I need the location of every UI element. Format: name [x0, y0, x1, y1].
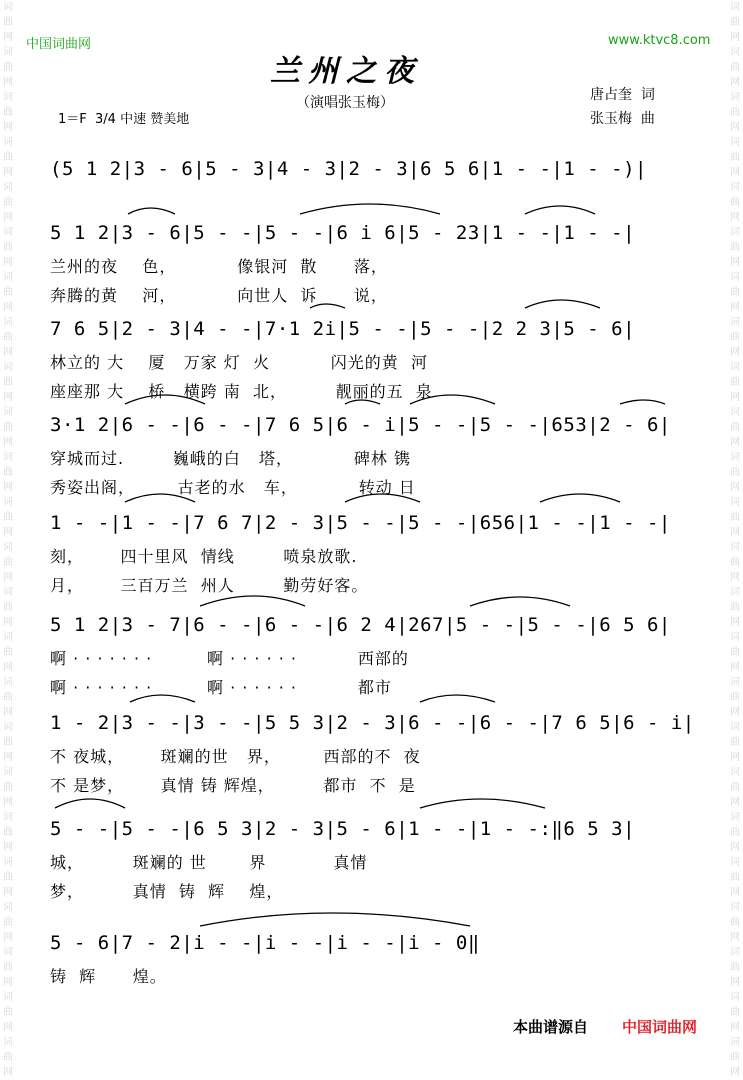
lyric-line-verse-1: 刻， 四十里风 情线 喷泉放歌.	[50, 547, 358, 566]
notation-line: 5 - -|5 - -|6 5 3|2 - 3|5 - 6|1 - -|1 - -:‖6 5 3|	[50, 818, 636, 840]
lyric-line-verse-1: 铸 辉 煌。	[50, 967, 167, 986]
composer-credit: 张玉梅 曲	[590, 111, 655, 127]
lyric-line-verse-1: 兰州的夜 色， 像银河 散 落，	[50, 257, 388, 276]
notation-line: 3·1 2|6 - -|6 - -|7 6 5|6 - i|5 - -|5 - -|653|2 - 6|	[50, 414, 671, 436]
notation-line: (5 1 2|3 - 6|5 - 3|4 - 3|2 - 3|6 5 6|1 - -|1 - -)|	[50, 158, 647, 180]
lyric-line-verse-1: 林立的 大 厦 万家 灯 火 闪光的黄 河	[50, 353, 428, 372]
lyric-line-verse-2: 奔腾的黄 河， 向世人 诉 说，	[50, 286, 388, 305]
lyric-line-verse-2: 月， 三百万兰 州人 勤劳好客。	[50, 576, 369, 595]
site-name-left: 中国词曲网	[26, 37, 92, 52]
notation-line: 5 1 2|3 - 6|5 - -|5 - -|6 i 6|5 - 23|1 - -|1 - -|	[50, 222, 636, 244]
lyric-line-verse-2: 秀姿出阁， 古老的水 车， 转动 日	[50, 478, 416, 497]
side-watermark-left: 词 曲 网 词 曲 网 词 曲 网 词 曲 网 词 曲 网 词 曲 网 词 曲 网 词 曲 网 词 曲 网 词 曲 网 词 曲 网 词 曲 网 词 曲 网 词 曲 网 词 曲 网 词 曲 网 词 曲 网 词 曲 网 词 曲 网 词 曲 网 词 曲 网 词 曲 网 词 曲 网 词 曲 网	[3, 2, 13, 1078]
song-title: 兰州之夜	[270, 54, 422, 89]
lyric-line-verse-1: 啊 · · · · · · · 啊 · · · · · · 西部的	[50, 649, 409, 668]
notation-line: 7 6 5|2 - 3|4 - -|7·1 2i|5 - -|5 - -|2 2 3|5 - 6|	[50, 318, 636, 340]
side-watermark-right: 词 曲 网 词 曲 网 词 曲 网 词 曲 网 词 曲 网 词 曲 网 词 曲 网 词 曲 网 词 曲 网 词 曲 网 词 曲 网 词 曲 网 词 曲 网 词 曲 网 词 曲 网 词 曲 网 词 曲 网 词 曲 网 词 曲 网 词 曲 网 词 曲 网 词 曲 网 词 曲 网 词 曲 网	[730, 2, 740, 1078]
notation-line: 1 - 2|3 - -|3 - -|5 5 3|2 - 3|6 - -|6 - -|7 6 5|6 - i|	[50, 712, 695, 734]
footer-source-label: 本曲谱源自	[513, 1018, 589, 1036]
lyric-line-verse-1: 不 夜城， 斑斓的世 界， 西部的不 夜	[50, 747, 421, 766]
lyric-line-verse-2: 啊 · · · · · · · 啊 · · · · · · 都市	[50, 678, 392, 697]
lyric-line-verse-2: 座座那 大 桥 横跨 南 北， 靓丽的五 泉	[50, 382, 433, 401]
song-singer: （演唱张玉梅）	[296, 95, 394, 111]
lyric-line-verse-2: 梦， 真情 铸 辉 煌，	[50, 882, 284, 901]
lyric-line-verse-1: 城， 斑斓的 世 界 真情	[50, 853, 368, 872]
lyric-line-verse-2: 不 是梦， 真情 铸 辉煌， 都市 不 是	[50, 776, 416, 795]
footer-source-site: 中国词曲网	[622, 1018, 698, 1036]
lyricist-credit: 唐占奎 词	[590, 87, 655, 103]
notation-line: 5 - 6|7 - 2|i - -|i - -|i - -|i - 0‖	[50, 932, 480, 954]
notation-line: 5 1 2|3 - 7|6 - -|6 - -|6 2 4|267|5 - -|5 - -|6 5 6|	[50, 614, 671, 636]
notation-line: 1 - -|1 - -|7 6 7|2 - 3|5 - -|5 - -|656|1 - -|1 - -|	[50, 512, 671, 534]
lyric-line-verse-1: 穿城而过. 巍峨的白 塔， 碑林 镌	[50, 449, 411, 468]
key-tempo-line: 1＝F 3/4 中速 赞美地	[58, 112, 190, 127]
site-url-right: www.ktvc8.com	[608, 33, 711, 48]
